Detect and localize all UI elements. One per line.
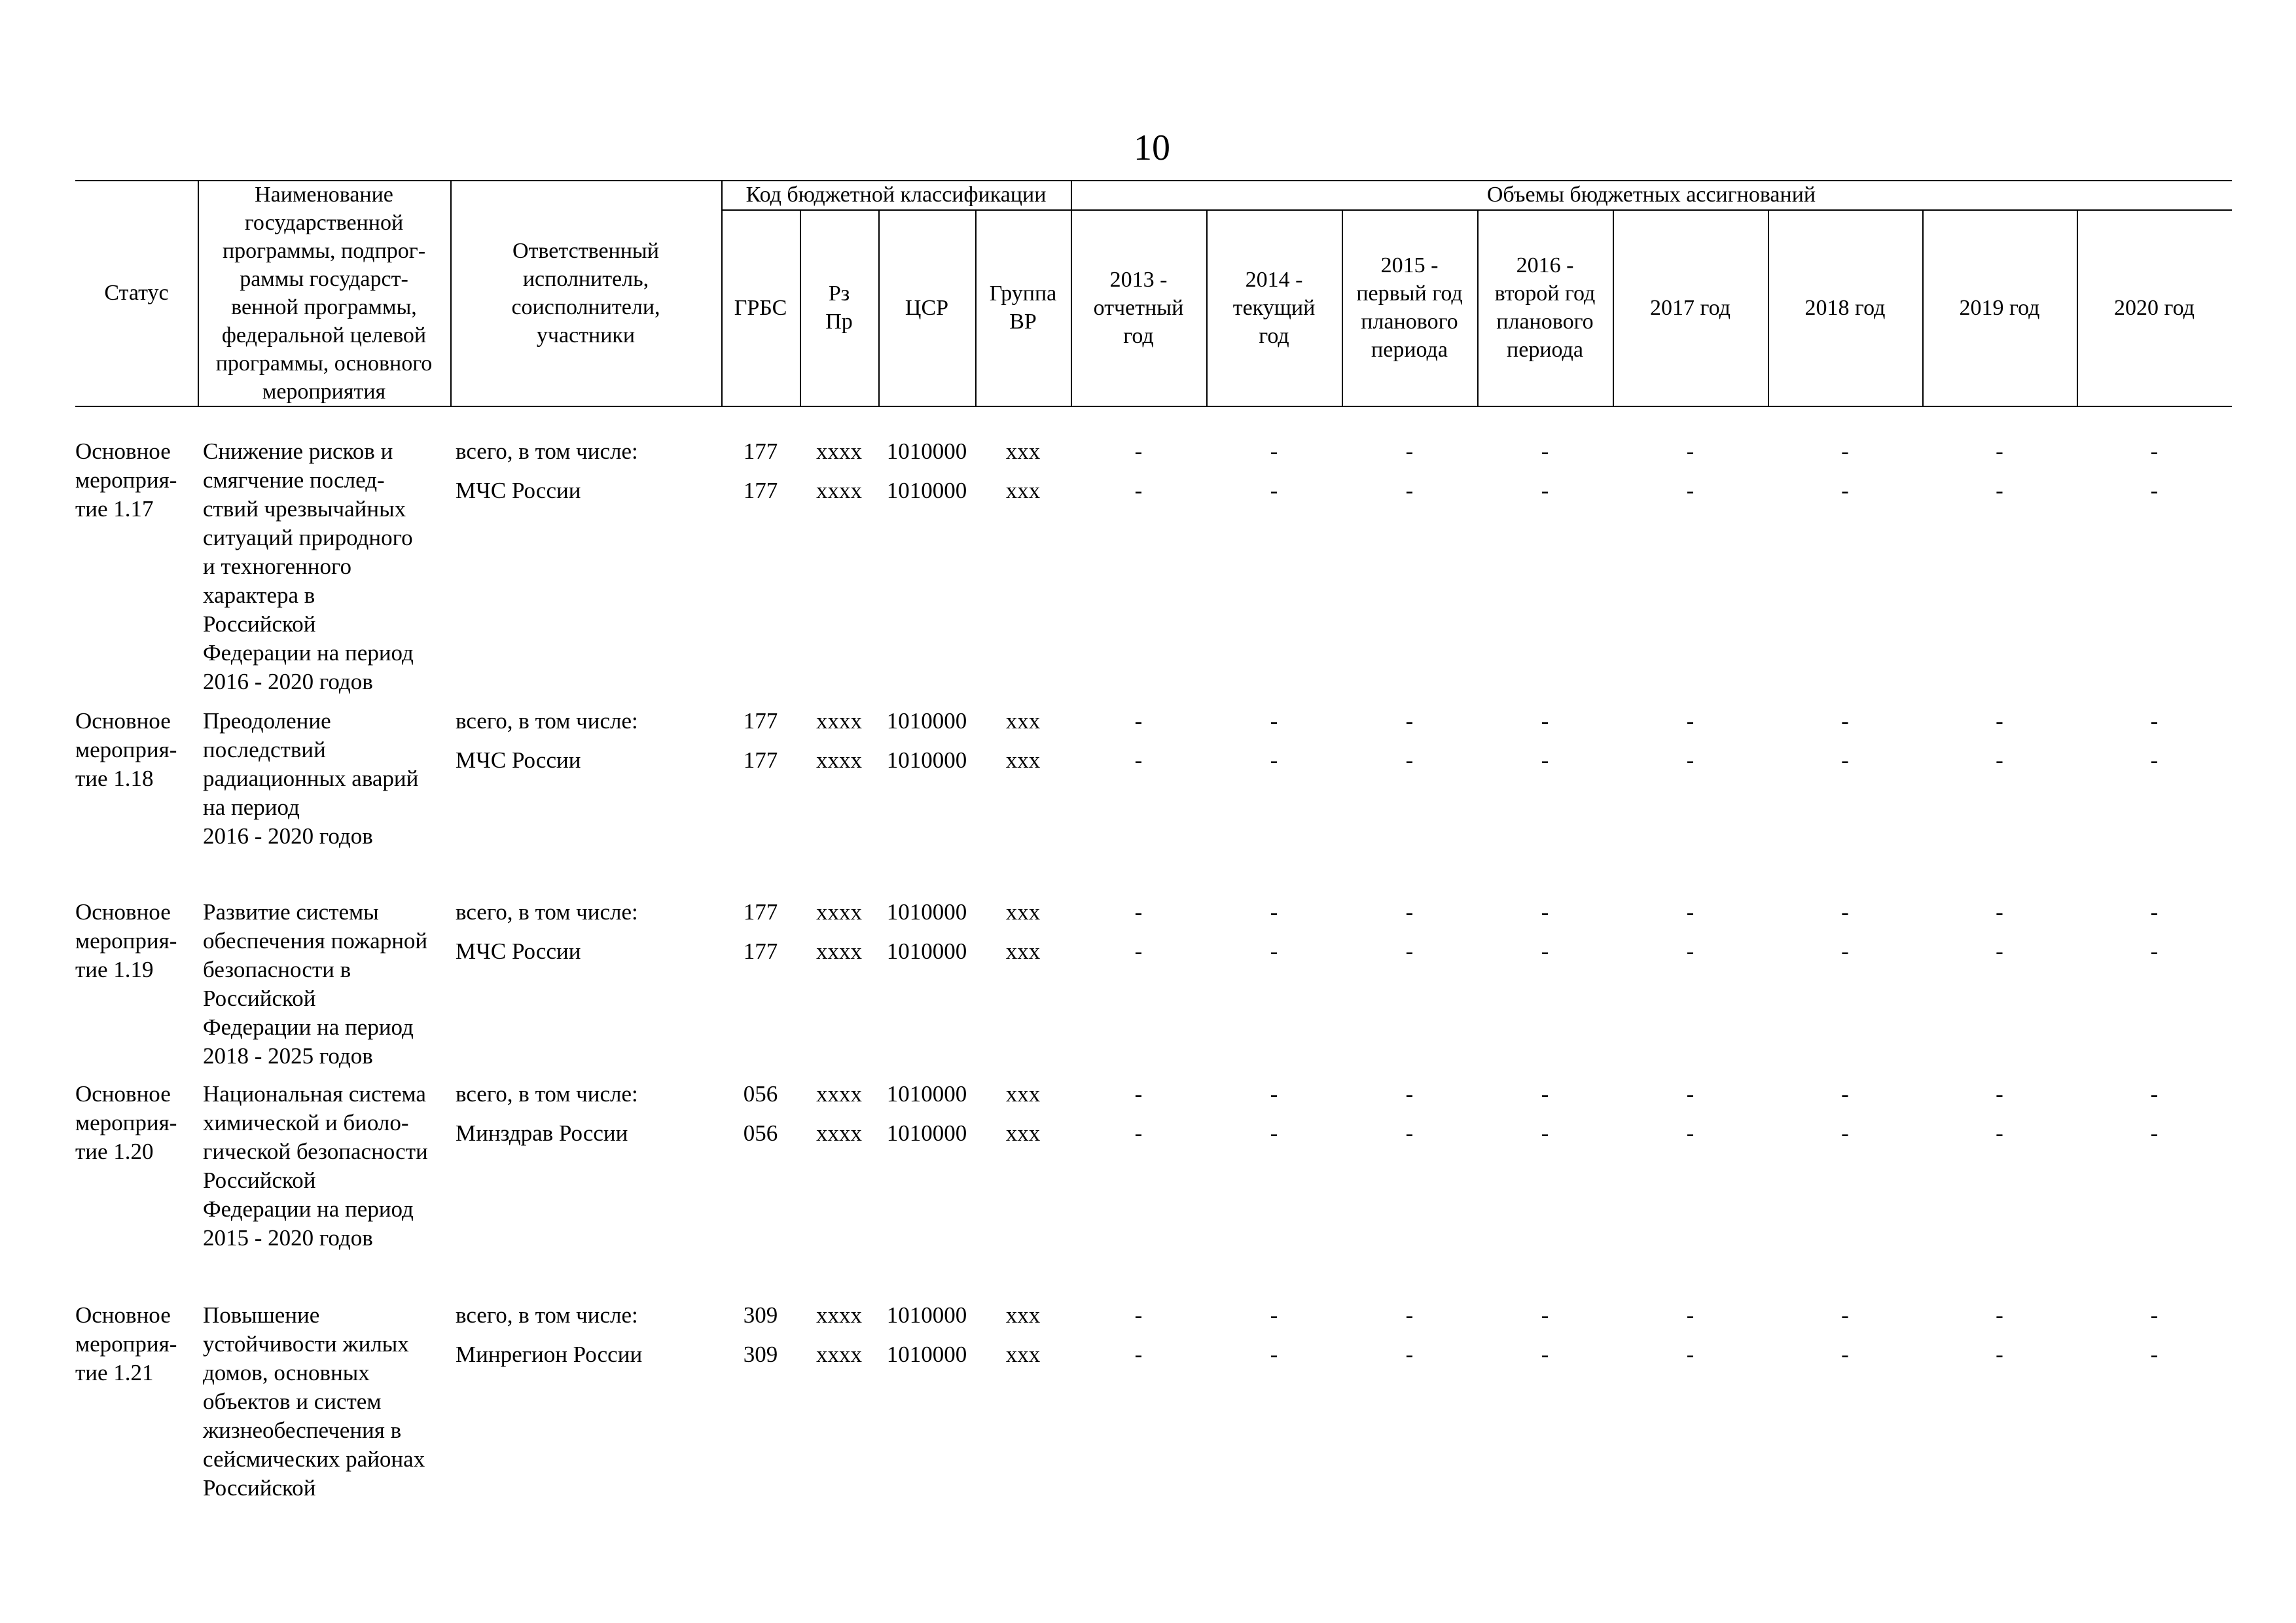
text-line: венной программы,: [231, 294, 417, 319]
rzpr-cell: xxxx: [816, 1081, 862, 1107]
name-line: смягчение послед-: [203, 467, 385, 493]
year-value-cell: -: [1541, 938, 1549, 964]
year-value-cell: -: [1134, 478, 1143, 503]
year-value-cell: -: [2150, 438, 2159, 464]
year-value-cell: -: [1996, 1302, 2003, 1328]
status-line: мероприя-: [75, 467, 177, 493]
year-value-cell: -: [1686, 1081, 1695, 1107]
year-value-cell: -: [1541, 747, 1549, 773]
vr-cell: xxx: [1005, 438, 1041, 464]
status-line: тие 1.18: [75, 766, 154, 791]
rzpr-cell: xxxx: [816, 438, 862, 464]
grbs-cell: 177: [743, 708, 778, 734]
year-value-cell: -: [1541, 1302, 1549, 1328]
year-value-cell: -: [1541, 899, 1549, 925]
text-line: соисполнители,: [511, 294, 660, 319]
vr-cell: xxx: [1005, 747, 1041, 773]
status-line: Основное: [75, 899, 171, 925]
year-value-cell: -: [2150, 478, 2159, 503]
name-line: сейсмических районах: [203, 1446, 425, 1472]
rzpr-cell: xxxx: [816, 747, 862, 773]
year-value-cell: -: [1270, 1120, 1278, 1146]
text-line: год: [1259, 323, 1289, 348]
vr-cell: xxx: [1005, 1120, 1041, 1146]
year-value-cell: -: [1841, 747, 1849, 773]
rzpr-cell: xxxx: [816, 938, 862, 964]
grbs-cell: 177: [743, 747, 778, 773]
status-line: тие 1.21: [75, 1360, 154, 1385]
responsible-cell: всего, в том числе:: [456, 899, 638, 925]
text-line: раммы государст-: [240, 266, 408, 291]
year-value-cell: -: [2150, 747, 2159, 773]
year-value-cell: -: [1841, 478, 1849, 503]
status-line: мероприя-: [75, 1331, 177, 1357]
header-budget-volumes-group: Объемы бюджетных ассигнований: [1486, 183, 1816, 207]
text-line: 2014 -: [1245, 267, 1303, 292]
year-value-cell: -: [1686, 1120, 1695, 1146]
year-value-cell: -: [1841, 708, 1849, 734]
text-line: ВР: [1009, 310, 1037, 334]
year-value-cell: -: [1996, 1081, 2003, 1107]
rzpr-cell: xxxx: [816, 1120, 862, 1146]
csr-cell: 1010000: [886, 708, 967, 734]
name-line: гической безопасности: [203, 1139, 428, 1164]
text-line: Наименование: [255, 182, 393, 207]
name-line: 2016 - 2020 годов: [203, 669, 373, 694]
grbs-cell: 177: [743, 438, 778, 464]
year-value-cell: -: [1405, 899, 1414, 925]
status-line: Основное: [75, 1081, 171, 1107]
year-value-cell: -: [1541, 1081, 1549, 1107]
year-value-cell: -: [1541, 708, 1549, 734]
responsible-cell: МЧС России: [456, 478, 581, 503]
year-value-cell: -: [1541, 1342, 1549, 1367]
year-value-cell: -: [1270, 1342, 1278, 1367]
year-value-cell: -: [1541, 478, 1549, 503]
year-value-cell: -: [1841, 1120, 1849, 1146]
year-value-cell: -: [1134, 438, 1143, 464]
year-value-cell: -: [1134, 1081, 1143, 1107]
name-line: химической и биоло-: [203, 1110, 409, 1135]
grbs-cell: 177: [743, 899, 778, 925]
year-value-cell: -: [1541, 438, 1549, 464]
csr-cell: 1010000: [886, 1302, 967, 1328]
rzpr-cell: xxxx: [816, 478, 862, 503]
year-value-cell: -: [1270, 478, 1278, 503]
name-line: Национальная система: [203, 1081, 426, 1107]
header-status: Статус: [104, 281, 169, 305]
responsible-cell: МЧС России: [456, 747, 581, 773]
year-value-cell: -: [2150, 1302, 2159, 1328]
year-value-cell: -: [1841, 899, 1849, 925]
header-csr: ЦСР: [905, 295, 949, 320]
responsible-cell: всего, в том числе:: [456, 1081, 638, 1107]
status-line: Основное: [75, 708, 171, 734]
name-line: Развитие системы: [203, 899, 379, 925]
year-value-cell: -: [1270, 938, 1278, 964]
status-line: мероприя-: [75, 1110, 177, 1135]
name-line: ситуаций природного: [203, 525, 413, 550]
text-line: 2017 год: [1650, 295, 1731, 320]
text-line: Ответственный: [512, 238, 659, 263]
csr-cell: 1010000: [886, 938, 967, 964]
name-line: и техногенного: [203, 554, 351, 579]
year-value-cell: -: [1405, 747, 1414, 773]
name-line: 2018 - 2025 годов: [203, 1043, 373, 1069]
text-line: федеральной целевой: [221, 323, 427, 348]
text-line: отчетный: [1093, 295, 1184, 320]
header-grbs: ГРБС: [734, 295, 787, 320]
name-line: 2016 - 2020 годов: [203, 823, 373, 849]
grbs-cell: 309: [743, 1302, 778, 1328]
text-line: мероприятия: [262, 379, 386, 404]
vr-cell: xxx: [1005, 708, 1041, 734]
responsible-cell: всего, в том числе:: [456, 438, 638, 464]
status-line: Основное: [75, 1302, 171, 1328]
text-line: программы, основного: [215, 351, 433, 376]
text-line: планового: [1496, 310, 1594, 334]
year-value-cell: -: [1996, 708, 2003, 734]
year-value-cell: -: [2150, 1342, 2159, 1367]
text-line: периода: [1507, 338, 1583, 362]
year-value-cell: -: [2150, 708, 2159, 734]
rzpr-cell: xxxx: [816, 1342, 862, 1367]
year-value-cell: -: [1270, 438, 1278, 464]
status-line: тие 1.19: [75, 957, 154, 982]
text-line: исполнитель,: [522, 266, 649, 291]
name-line: Преодоление: [203, 708, 331, 734]
text-line: текущий: [1232, 295, 1316, 320]
year-value-cell: -: [1270, 1302, 1278, 1328]
year-value-cell: -: [1686, 747, 1695, 773]
name-line: Российской: [203, 1475, 316, 1501]
rzpr-cell: xxxx: [816, 708, 862, 734]
year-value-cell: -: [1686, 938, 1695, 964]
status-line: тие 1.17: [75, 496, 154, 522]
year-value-cell: -: [1996, 899, 2003, 925]
name-line: радиационных аварий: [203, 766, 419, 791]
year-value-cell: -: [1996, 478, 2003, 503]
year-value-cell: -: [1134, 1342, 1143, 1367]
name-line: Российской: [203, 1168, 316, 1193]
grbs-cell: 177: [743, 938, 778, 964]
name-line: Федерации на период: [203, 1196, 414, 1222]
status-line: Основное: [75, 438, 171, 464]
year-value-cell: -: [1686, 438, 1695, 464]
text-line: Пр: [825, 310, 853, 334]
year-value-cell: -: [1405, 938, 1414, 964]
text-line: 2019 год: [1959, 295, 2040, 320]
year-value-cell: -: [1996, 747, 2003, 773]
text-line: программы, подпрог-: [222, 238, 426, 263]
year-value-cell: -: [1134, 747, 1143, 773]
year-value-cell: -: [1686, 1342, 1695, 1367]
year-value-cell: -: [1686, 708, 1695, 734]
name-line: Федерации на период: [203, 640, 414, 666]
year-value-cell: -: [1270, 899, 1278, 925]
name-line: безопасности в: [203, 957, 351, 982]
responsible-cell: МЧС России: [456, 938, 581, 964]
name-line: объектов и систем: [203, 1389, 382, 1414]
name-line: последствий: [203, 737, 326, 762]
year-value-cell: -: [1270, 747, 1278, 773]
name-line: ствий чрезвычайных: [203, 496, 406, 522]
text-line: государственной: [244, 210, 404, 235]
text-line: 2020 год: [2114, 295, 2195, 320]
page-number: 10: [1134, 128, 1170, 168]
responsible-cell: всего, в том числе:: [456, 1302, 638, 1328]
year-value-cell: -: [1134, 708, 1143, 734]
vr-cell: xxx: [1005, 478, 1041, 503]
year-value-cell: -: [1686, 899, 1695, 925]
year-value-cell: -: [1405, 1081, 1414, 1107]
rzpr-cell: xxxx: [816, 1302, 862, 1328]
text-line: Группа: [989, 281, 1057, 306]
text-line: 2013 -: [1109, 267, 1168, 292]
name-line: 2015 - 2020 годов: [203, 1225, 373, 1251]
name-line: Российской: [203, 611, 316, 637]
year-value-cell: -: [1841, 1302, 1849, 1328]
csr-cell: 1010000: [886, 478, 967, 503]
name-line: жизнеобеспечения в: [203, 1418, 402, 1443]
year-value-cell: -: [1270, 1081, 1278, 1107]
responsible-cell: Минрегион России: [456, 1342, 643, 1367]
text-line: 2018 год: [1804, 295, 1886, 320]
text-line: 2016 -: [1516, 253, 1574, 277]
year-value-cell: -: [1996, 938, 2003, 964]
year-value-cell: -: [1405, 438, 1414, 464]
grbs-cell: 056: [743, 1120, 778, 1146]
name-line: Снижение рисков и: [203, 438, 393, 464]
status-line: мероприя-: [75, 928, 177, 954]
name-line: на период: [203, 794, 300, 820]
year-value-cell: -: [1405, 478, 1414, 503]
responsible-cell: всего, в том числе:: [456, 708, 638, 734]
status-line: мероприя-: [75, 737, 177, 762]
year-value-cell: -: [1134, 1120, 1143, 1146]
name-line: Повышение: [203, 1302, 320, 1328]
year-value-cell: -: [2150, 1120, 2159, 1146]
csr-cell: 1010000: [886, 438, 967, 464]
year-value-cell: -: [1405, 708, 1414, 734]
year-value-cell: -: [1996, 1342, 2003, 1367]
name-line: домов, основных: [203, 1360, 370, 1385]
year-value-cell: -: [1405, 1120, 1414, 1146]
year-value-cell: -: [2150, 1081, 2159, 1107]
vr-cell: xxx: [1005, 1342, 1041, 1367]
year-value-cell: -: [1405, 1302, 1414, 1328]
year-value-cell: -: [1841, 1081, 1849, 1107]
text-line: второй год: [1494, 281, 1596, 306]
csr-cell: 1010000: [886, 1342, 967, 1367]
name-line: характера в: [203, 582, 315, 608]
text-line: 2015 -: [1380, 253, 1439, 277]
year-value-cell: -: [1686, 478, 1695, 503]
status-line: тие 1.20: [75, 1139, 154, 1164]
vr-cell: xxx: [1005, 1081, 1041, 1107]
csr-cell: 1010000: [886, 899, 967, 925]
year-value-cell: -: [1134, 938, 1143, 964]
year-value-cell: -: [2150, 899, 2159, 925]
name-line: Российской: [203, 986, 316, 1011]
year-value-cell: -: [1134, 1302, 1143, 1328]
name-line: Федерации на период: [203, 1014, 414, 1040]
name-line: обеспечения пожарной: [203, 928, 428, 954]
csr-cell: 1010000: [886, 1120, 967, 1146]
year-value-cell: -: [1541, 1120, 1549, 1146]
text-line: первый год: [1356, 281, 1463, 306]
year-value-cell: -: [1270, 708, 1278, 734]
rzpr-cell: xxxx: [816, 899, 862, 925]
grbs-cell: 177: [743, 478, 778, 503]
vr-cell: xxx: [1005, 1302, 1041, 1328]
year-value-cell: -: [1405, 1342, 1414, 1367]
grbs-cell: 056: [743, 1081, 778, 1107]
text-line: участники: [536, 323, 636, 348]
name-line: устойчивости жилых: [203, 1331, 409, 1357]
csr-cell: 1010000: [886, 747, 967, 773]
text-line: Рз: [828, 281, 850, 306]
year-value-cell: -: [1841, 1342, 1849, 1367]
year-value-cell: -: [1841, 938, 1849, 964]
text-line: периода: [1371, 338, 1448, 362]
csr-cell: 1010000: [886, 1081, 967, 1107]
text-line: планового: [1361, 310, 1458, 334]
vr-cell: xxx: [1005, 899, 1041, 925]
text-line: год: [1123, 323, 1154, 348]
year-value-cell: -: [1134, 899, 1143, 925]
year-value-cell: -: [1996, 1120, 2003, 1146]
header-budget-code-group: Код бюджетной классификации: [745, 183, 1047, 207]
year-value-cell: -: [2150, 938, 2159, 964]
responsible-cell: Минздрав России: [456, 1120, 628, 1146]
year-value-cell: -: [1686, 1302, 1695, 1328]
vr-cell: xxx: [1005, 938, 1041, 964]
grbs-cell: 309: [743, 1342, 778, 1367]
year-value-cell: -: [1841, 438, 1849, 464]
year-value-cell: -: [1996, 438, 2003, 464]
